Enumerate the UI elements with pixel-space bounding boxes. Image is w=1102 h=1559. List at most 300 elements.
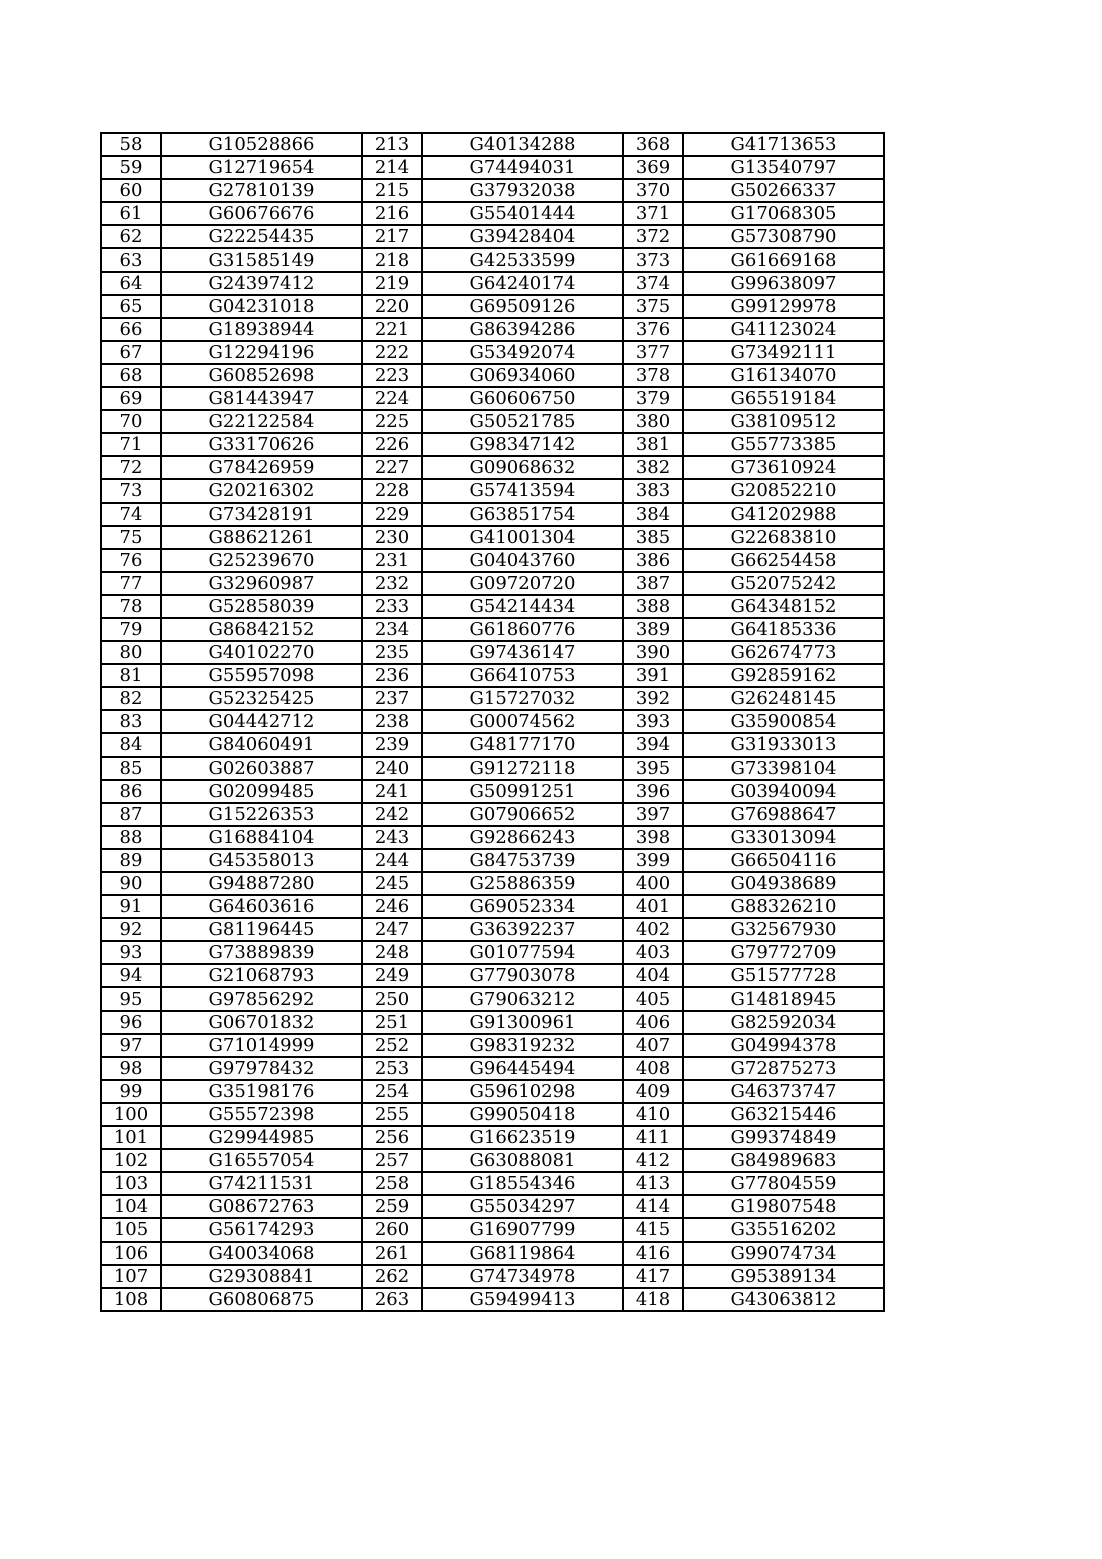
code-cell: G99374849 bbox=[683, 1126, 884, 1149]
row-number-cell: 81 bbox=[101, 664, 161, 687]
row-number-cell: 383 bbox=[623, 479, 683, 502]
code-cell: G73398104 bbox=[683, 757, 884, 780]
row-number-cell: 418 bbox=[623, 1288, 683, 1311]
table-row bbox=[101, 156, 884, 179]
table-row bbox=[101, 1080, 884, 1103]
code-cell: G15727032 bbox=[422, 687, 623, 710]
code-cell: G51577728 bbox=[683, 964, 884, 987]
row-number-cell: 369 bbox=[623, 156, 683, 179]
code-cell: G50991251 bbox=[422, 780, 623, 803]
row-number-cell: 371 bbox=[623, 202, 683, 225]
row-number-cell: 70 bbox=[101, 410, 161, 433]
code-cell: G16557054 bbox=[161, 1149, 362, 1172]
table-row bbox=[101, 826, 884, 849]
code-cell: G71014999 bbox=[161, 1034, 362, 1057]
row-number-cell: 259 bbox=[362, 1195, 422, 1218]
row-number-cell: 88 bbox=[101, 826, 161, 849]
row-number-cell: 215 bbox=[362, 179, 422, 202]
code-cell: G14818945 bbox=[683, 987, 884, 1010]
code-cell: G77804559 bbox=[683, 1172, 884, 1195]
row-number-cell: 216 bbox=[362, 202, 422, 225]
code-cell: G92866243 bbox=[422, 826, 623, 849]
code-cell: G66410753 bbox=[422, 664, 623, 687]
row-number-cell: 101 bbox=[101, 1126, 161, 1149]
code-cell: G82592034 bbox=[683, 1011, 884, 1034]
code-cell: G25886359 bbox=[422, 872, 623, 895]
code-cell: G64240174 bbox=[422, 272, 623, 295]
table-row bbox=[101, 387, 884, 410]
code-cell: G07906652 bbox=[422, 803, 623, 826]
row-number-cell: 414 bbox=[623, 1195, 683, 1218]
table-row bbox=[101, 1057, 884, 1080]
row-number-cell: 62 bbox=[101, 225, 161, 248]
code-cell: G66504116 bbox=[683, 849, 884, 872]
row-number-cell: 241 bbox=[362, 780, 422, 803]
code-cell: G41713653 bbox=[683, 133, 884, 156]
code-cell: G12294196 bbox=[161, 341, 362, 364]
code-cell: G18554346 bbox=[422, 1172, 623, 1195]
code-cell: G86842152 bbox=[161, 618, 362, 641]
code-cell: G35900854 bbox=[683, 710, 884, 733]
code-cell: G73889839 bbox=[161, 941, 362, 964]
code-cell: G04994378 bbox=[683, 1034, 884, 1057]
row-number-cell: 251 bbox=[362, 1011, 422, 1034]
code-cell: G35198176 bbox=[161, 1080, 362, 1103]
table-row bbox=[101, 618, 884, 641]
code-cell: G53492074 bbox=[422, 341, 623, 364]
row-number-cell: 260 bbox=[362, 1218, 422, 1241]
code-cell: G10528866 bbox=[161, 133, 362, 156]
code-table-body bbox=[101, 133, 884, 1311]
code-cell: G69052334 bbox=[422, 895, 623, 918]
row-number-cell: 71 bbox=[101, 433, 161, 456]
row-number-cell: 253 bbox=[362, 1057, 422, 1080]
row-number-cell: 398 bbox=[623, 826, 683, 849]
row-number-cell: 381 bbox=[623, 433, 683, 456]
table-row bbox=[101, 941, 884, 964]
row-number-cell: 393 bbox=[623, 710, 683, 733]
code-cell: G15226353 bbox=[161, 803, 362, 826]
row-number-cell: 96 bbox=[101, 1011, 161, 1034]
code-cell: G66254458 bbox=[683, 549, 884, 572]
code-cell: G29308841 bbox=[161, 1265, 362, 1288]
row-number-cell: 235 bbox=[362, 641, 422, 664]
row-number-cell: 372 bbox=[623, 225, 683, 248]
row-number-cell: 385 bbox=[623, 526, 683, 549]
code-cell: G54214434 bbox=[422, 595, 623, 618]
row-number-cell: 376 bbox=[623, 318, 683, 341]
row-number-cell: 399 bbox=[623, 849, 683, 872]
code-cell: G46373747 bbox=[683, 1080, 884, 1103]
code-cell: G65519184 bbox=[683, 387, 884, 410]
code-cell: G16623519 bbox=[422, 1126, 623, 1149]
row-number-cell: 74 bbox=[101, 503, 161, 526]
row-number-cell: 247 bbox=[362, 918, 422, 941]
table-row bbox=[101, 1195, 884, 1218]
code-cell: G64185336 bbox=[683, 618, 884, 641]
row-number-cell: 250 bbox=[362, 987, 422, 1010]
table-row bbox=[101, 1265, 884, 1288]
table-row bbox=[101, 803, 884, 826]
code-cell: G04938689 bbox=[683, 872, 884, 895]
code-cell: G84753739 bbox=[422, 849, 623, 872]
code-cell: G16907799 bbox=[422, 1218, 623, 1241]
row-number-cell: 66 bbox=[101, 318, 161, 341]
row-number-cell: 374 bbox=[623, 272, 683, 295]
row-number-cell: 78 bbox=[101, 595, 161, 618]
row-number-cell: 83 bbox=[101, 710, 161, 733]
table-row bbox=[101, 987, 884, 1010]
row-number-cell: 94 bbox=[101, 964, 161, 987]
code-cell: G42533599 bbox=[422, 248, 623, 271]
code-cell: G99074734 bbox=[683, 1242, 884, 1265]
code-cell: G40134288 bbox=[422, 133, 623, 156]
row-number-cell: 218 bbox=[362, 248, 422, 271]
table-row bbox=[101, 1149, 884, 1172]
code-cell: G52858039 bbox=[161, 595, 362, 618]
code-cell: G84060491 bbox=[161, 733, 362, 756]
row-number-cell: 416 bbox=[623, 1242, 683, 1265]
code-cell: G74494031 bbox=[422, 156, 623, 179]
code-cell: G04442712 bbox=[161, 710, 362, 733]
row-number-cell: 59 bbox=[101, 156, 161, 179]
code-cell: G73610924 bbox=[683, 456, 884, 479]
code-cell: G29944985 bbox=[161, 1126, 362, 1149]
row-number-cell: 67 bbox=[101, 341, 161, 364]
row-number-cell: 387 bbox=[623, 572, 683, 595]
code-cell: G55773385 bbox=[683, 433, 884, 456]
code-cell: G72875273 bbox=[683, 1057, 884, 1080]
code-cell: G81443947 bbox=[161, 387, 362, 410]
code-cell: G16134070 bbox=[683, 364, 884, 387]
code-table bbox=[100, 132, 885, 1312]
row-number-cell: 377 bbox=[623, 341, 683, 364]
code-cell: G55401444 bbox=[422, 202, 623, 225]
code-cell: G06701832 bbox=[161, 1011, 362, 1034]
code-cell: G09720720 bbox=[422, 572, 623, 595]
code-cell: G97978432 bbox=[161, 1057, 362, 1080]
code-cell: G20852210 bbox=[683, 479, 884, 502]
code-cell: G33170626 bbox=[161, 433, 362, 456]
row-number-cell: 407 bbox=[623, 1034, 683, 1057]
row-number-cell: 410 bbox=[623, 1103, 683, 1126]
row-number-cell: 77 bbox=[101, 572, 161, 595]
table-row bbox=[101, 664, 884, 687]
table-row bbox=[101, 1242, 884, 1265]
table-row bbox=[101, 341, 884, 364]
code-cell: G32960987 bbox=[161, 572, 362, 595]
row-number-cell: 63 bbox=[101, 248, 161, 271]
code-cell: G25239670 bbox=[161, 549, 362, 572]
row-number-cell: 261 bbox=[362, 1242, 422, 1265]
code-cell: G91272118 bbox=[422, 757, 623, 780]
table-row bbox=[101, 479, 884, 502]
row-number-cell: 223 bbox=[362, 364, 422, 387]
row-number-cell: 105 bbox=[101, 1218, 161, 1241]
row-number-cell: 408 bbox=[623, 1057, 683, 1080]
code-cell: G16884104 bbox=[161, 826, 362, 849]
code-cell: G31585149 bbox=[161, 248, 362, 271]
row-number-cell: 245 bbox=[362, 872, 422, 895]
code-cell: G81196445 bbox=[161, 918, 362, 941]
code-cell: G04231018 bbox=[161, 295, 362, 318]
row-number-cell: 104 bbox=[101, 1195, 161, 1218]
row-number-cell: 76 bbox=[101, 549, 161, 572]
code-cell: G38109512 bbox=[683, 410, 884, 433]
code-cell: G59499413 bbox=[422, 1288, 623, 1311]
row-number-cell: 415 bbox=[623, 1218, 683, 1241]
code-cell: G21068793 bbox=[161, 964, 362, 987]
code-cell: G41123024 bbox=[683, 318, 884, 341]
code-cell: G50266337 bbox=[683, 179, 884, 202]
code-cell: G60606750 bbox=[422, 387, 623, 410]
code-cell: G98347142 bbox=[422, 433, 623, 456]
code-cell: G94887280 bbox=[161, 872, 362, 895]
code-cell: G64603616 bbox=[161, 895, 362, 918]
row-number-cell: 99 bbox=[101, 1080, 161, 1103]
code-cell: G09068632 bbox=[422, 456, 623, 479]
code-cell: G79063212 bbox=[422, 987, 623, 1010]
code-cell: G62674773 bbox=[683, 641, 884, 664]
table-row bbox=[101, 895, 884, 918]
table-row bbox=[101, 133, 884, 156]
row-number-cell: 225 bbox=[362, 410, 422, 433]
code-cell: G68119864 bbox=[422, 1242, 623, 1265]
row-number-cell: 85 bbox=[101, 757, 161, 780]
row-number-cell: 220 bbox=[362, 295, 422, 318]
table-row bbox=[101, 526, 884, 549]
code-cell: G88621261 bbox=[161, 526, 362, 549]
code-cell: G57308790 bbox=[683, 225, 884, 248]
row-number-cell: 238 bbox=[362, 710, 422, 733]
row-number-cell: 231 bbox=[362, 549, 422, 572]
row-number-cell: 405 bbox=[623, 987, 683, 1010]
code-cell: G22683810 bbox=[683, 526, 884, 549]
row-number-cell: 254 bbox=[362, 1080, 422, 1103]
row-number-cell: 97 bbox=[101, 1034, 161, 1057]
row-number-cell: 236 bbox=[362, 664, 422, 687]
row-number-cell: 60 bbox=[101, 179, 161, 202]
row-number-cell: 213 bbox=[362, 133, 422, 156]
table-row bbox=[101, 1172, 884, 1195]
row-number-cell: 256 bbox=[362, 1126, 422, 1149]
row-number-cell: 242 bbox=[362, 803, 422, 826]
code-cell: G76988647 bbox=[683, 803, 884, 826]
row-number-cell: 402 bbox=[623, 918, 683, 941]
row-number-cell: 75 bbox=[101, 526, 161, 549]
row-number-cell: 255 bbox=[362, 1103, 422, 1126]
row-number-cell: 86 bbox=[101, 780, 161, 803]
code-cell: G43063812 bbox=[683, 1288, 884, 1311]
code-cell: G40102270 bbox=[161, 641, 362, 664]
row-number-cell: 89 bbox=[101, 849, 161, 872]
table-row bbox=[101, 456, 884, 479]
code-cell: G37932038 bbox=[422, 179, 623, 202]
row-number-cell: 69 bbox=[101, 387, 161, 410]
table-row bbox=[101, 964, 884, 987]
table-row bbox=[101, 849, 884, 872]
code-cell: G84989683 bbox=[683, 1149, 884, 1172]
code-cell: G55957098 bbox=[161, 664, 362, 687]
row-number-cell: 390 bbox=[623, 641, 683, 664]
code-cell: G63215446 bbox=[683, 1103, 884, 1126]
row-number-cell: 263 bbox=[362, 1288, 422, 1311]
row-number-cell: 64 bbox=[101, 272, 161, 295]
code-cell: G39428404 bbox=[422, 225, 623, 248]
table-row bbox=[101, 503, 884, 526]
row-number-cell: 400 bbox=[623, 872, 683, 895]
row-number-cell: 240 bbox=[362, 757, 422, 780]
table-row bbox=[101, 1126, 884, 1149]
row-number-cell: 404 bbox=[623, 964, 683, 987]
row-number-cell: 392 bbox=[623, 687, 683, 710]
code-cell: G55572398 bbox=[161, 1103, 362, 1126]
row-number-cell: 98 bbox=[101, 1057, 161, 1080]
table-row bbox=[101, 1288, 884, 1311]
table-row bbox=[101, 179, 884, 202]
row-number-cell: 228 bbox=[362, 479, 422, 502]
code-cell: G86394286 bbox=[422, 318, 623, 341]
table-row bbox=[101, 595, 884, 618]
code-cell: G36392237 bbox=[422, 918, 623, 941]
table-row bbox=[101, 248, 884, 271]
code-cell: G26248145 bbox=[683, 687, 884, 710]
code-cell: G74211531 bbox=[161, 1172, 362, 1195]
code-cell: G18938944 bbox=[161, 318, 362, 341]
table-row bbox=[101, 780, 884, 803]
row-number-cell: 233 bbox=[362, 595, 422, 618]
table-row bbox=[101, 687, 884, 710]
table-row bbox=[101, 1103, 884, 1126]
code-cell: G99050418 bbox=[422, 1103, 623, 1126]
code-cell: G01077594 bbox=[422, 941, 623, 964]
code-cell: G32567930 bbox=[683, 918, 884, 941]
code-cell: G92859162 bbox=[683, 664, 884, 687]
row-number-cell: 65 bbox=[101, 295, 161, 318]
code-cell: G00074562 bbox=[422, 710, 623, 733]
row-number-cell: 395 bbox=[623, 757, 683, 780]
table-row bbox=[101, 225, 884, 248]
code-cell: G27810139 bbox=[161, 179, 362, 202]
code-cell: G60676676 bbox=[161, 202, 362, 225]
row-number-cell: 411 bbox=[623, 1126, 683, 1149]
table-row bbox=[101, 1218, 884, 1241]
code-cell: G57413594 bbox=[422, 479, 623, 502]
code-cell: G04043760 bbox=[422, 549, 623, 572]
row-number-cell: 413 bbox=[623, 1172, 683, 1195]
row-number-cell: 226 bbox=[362, 433, 422, 456]
table-row bbox=[101, 364, 884, 387]
row-number-cell: 221 bbox=[362, 318, 422, 341]
row-number-cell: 394 bbox=[623, 733, 683, 756]
row-number-cell: 91 bbox=[101, 895, 161, 918]
code-cell: G35516202 bbox=[683, 1218, 884, 1241]
row-number-cell: 252 bbox=[362, 1034, 422, 1057]
table-row bbox=[101, 202, 884, 225]
code-cell: G56174293 bbox=[161, 1218, 362, 1241]
table-row bbox=[101, 872, 884, 895]
row-number-cell: 368 bbox=[623, 133, 683, 156]
table-row bbox=[101, 757, 884, 780]
row-number-cell: 232 bbox=[362, 572, 422, 595]
code-cell: G97856292 bbox=[161, 987, 362, 1010]
row-number-cell: 100 bbox=[101, 1103, 161, 1126]
code-cell: G22254435 bbox=[161, 225, 362, 248]
row-number-cell: 219 bbox=[362, 272, 422, 295]
row-number-cell: 108 bbox=[101, 1288, 161, 1311]
code-cell: G33013094 bbox=[683, 826, 884, 849]
row-number-cell: 409 bbox=[623, 1080, 683, 1103]
code-cell: G69509126 bbox=[422, 295, 623, 318]
row-number-cell: 397 bbox=[623, 803, 683, 826]
code-cell: G41001304 bbox=[422, 526, 623, 549]
row-number-cell: 84 bbox=[101, 733, 161, 756]
table-row bbox=[101, 549, 884, 572]
code-cell: G40034068 bbox=[161, 1242, 362, 1265]
row-number-cell: 380 bbox=[623, 410, 683, 433]
row-number-cell: 403 bbox=[623, 941, 683, 964]
code-cell: G59610298 bbox=[422, 1080, 623, 1103]
code-cell: G60806875 bbox=[161, 1288, 362, 1311]
row-number-cell: 378 bbox=[623, 364, 683, 387]
row-number-cell: 107 bbox=[101, 1265, 161, 1288]
code-cell: G06934060 bbox=[422, 364, 623, 387]
code-cell: G96445494 bbox=[422, 1057, 623, 1080]
row-number-cell: 370 bbox=[623, 179, 683, 202]
row-number-cell: 68 bbox=[101, 364, 161, 387]
row-number-cell: 73 bbox=[101, 479, 161, 502]
row-number-cell: 396 bbox=[623, 780, 683, 803]
code-cell: G74734978 bbox=[422, 1265, 623, 1288]
code-cell: G63851754 bbox=[422, 503, 623, 526]
row-number-cell: 95 bbox=[101, 987, 161, 1010]
row-number-cell: 90 bbox=[101, 872, 161, 895]
table-row bbox=[101, 1034, 884, 1057]
code-cell: G55034297 bbox=[422, 1195, 623, 1218]
row-number-cell: 243 bbox=[362, 826, 422, 849]
row-number-cell: 373 bbox=[623, 248, 683, 271]
code-cell: G52325425 bbox=[161, 687, 362, 710]
row-number-cell: 224 bbox=[362, 387, 422, 410]
code-cell: G52075242 bbox=[683, 572, 884, 595]
row-number-cell: 384 bbox=[623, 503, 683, 526]
row-number-cell: 106 bbox=[101, 1242, 161, 1265]
code-cell: G61669168 bbox=[683, 248, 884, 271]
table-row bbox=[101, 1011, 884, 1034]
code-cell: G63088081 bbox=[422, 1149, 623, 1172]
row-number-cell: 87 bbox=[101, 803, 161, 826]
row-number-cell: 412 bbox=[623, 1149, 683, 1172]
table-row bbox=[101, 572, 884, 595]
code-cell: G73428191 bbox=[161, 503, 362, 526]
table-row bbox=[101, 410, 884, 433]
code-cell: G99638097 bbox=[683, 272, 884, 295]
table-row bbox=[101, 295, 884, 318]
row-number-cell: 229 bbox=[362, 503, 422, 526]
code-cell: G91300961 bbox=[422, 1011, 623, 1034]
row-number-cell: 388 bbox=[623, 595, 683, 618]
code-cell: G17068305 bbox=[683, 202, 884, 225]
row-number-cell: 379 bbox=[623, 387, 683, 410]
code-cell: G98319232 bbox=[422, 1034, 623, 1057]
row-number-cell: 214 bbox=[362, 156, 422, 179]
code-cell: G95389134 bbox=[683, 1265, 884, 1288]
row-number-cell: 258 bbox=[362, 1172, 422, 1195]
row-number-cell: 417 bbox=[623, 1265, 683, 1288]
row-number-cell: 257 bbox=[362, 1149, 422, 1172]
row-number-cell: 246 bbox=[362, 895, 422, 918]
code-cell: G45358013 bbox=[161, 849, 362, 872]
